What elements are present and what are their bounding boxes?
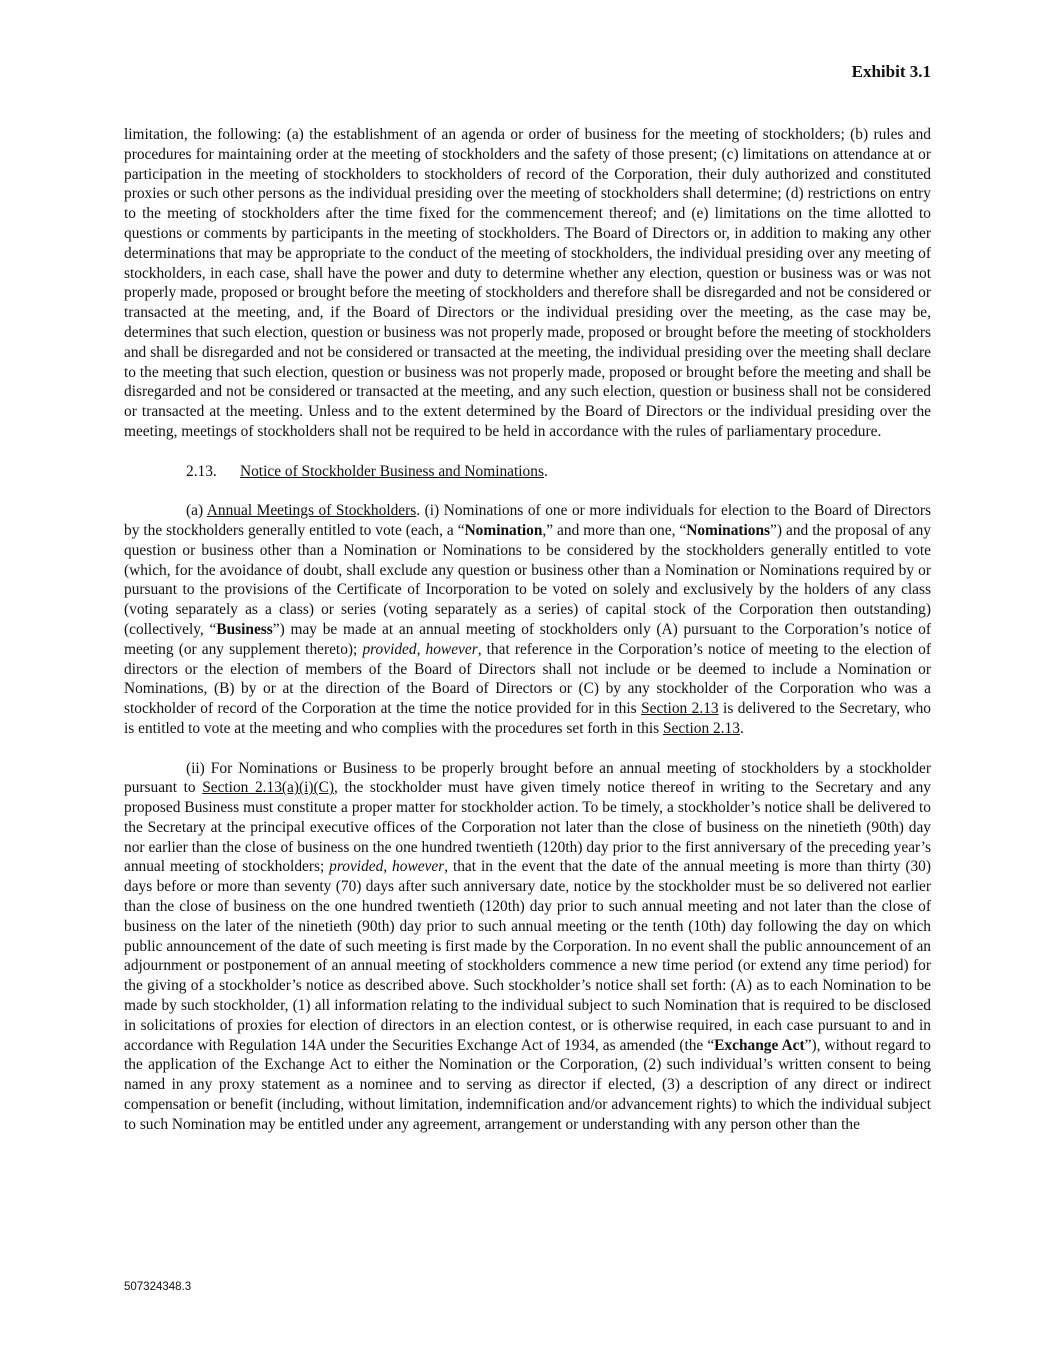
text-run: ,” and more than one, “ [542,521,687,539]
section-reference: Section 2.13(a)(i)(C) [202,779,335,797]
section-reference: Section 2.13 [662,719,740,737]
defined-term-business: Business [216,620,273,638]
section-title: Notice of Stockholder Business and Nominations [240,462,544,480]
defined-term-nominations: Nominations [686,521,771,539]
text-run: . [739,719,744,737]
text-run: , the stockholder must have given timely notice thereof in writing to the Secretary and any proposed Business must constitute a proper matter for stockholder action. To be timely, a stockholder’s notice shall be delivered to the Secretary at the principal executive offices of the Corporation not later than the close of business on the ninetieth (90th) day nor earlier than the close of business on the one hundred twentieth (120th) day prior to the first anniversary of the preceding year’s annual meeting of stockholders; [124,779,931,876]
defined-term-exchange-act: Exchange Act [714,1036,805,1054]
text-run: , that reference in the Corporation’s notice of meeting to the election of directors or the election of members of the Board of Directors shall not include or be deemed to include a Nomination or Nominations, (B) by or at the direction of the Board of Directors or (C) by any stockholder of the Corporation who was a stockholder of record of the Corporation at the time the notice provided for in this [124,640,931,718]
footer-document-id: 507324348.3 [124,1281,192,1293]
paragraph-conduct-of-meeting: limitation, the following: (a) the establishment of an agenda or order of business for the meeting of stockholders; (b) rules and procedures for maintaining order at the meeting of stockholders and the safety of those present; (c) limitations on attendance at or participation in the meeting of stockholders to stockholders of record of the Corporation, their duly authorized and constituted proxies or such other persons as the individual presiding over the meeting of stockholders shall determine; (d) restrictions on entry to the meeting of stockholders after the time fixed for the commencement thereof; and (e) limitations on the time allotted to questions or comments by participants in the meeting of stockholders. The Board of Directors or, in addition to making any other determinations that may be appropriate to the conduct of the meeting of stockholders, the individual presiding over any meeting of stockholders, in each case, shall have the power and duty to determine whether any election, question or business was or was not properly made, proposed or brought before the meeting of stockholders and therefore shall be disregarded and not be considered or transacted at the meeting, and, if the Board of Directors or the individual presiding over the meeting, as the case may be, determines that such election, question or business was not properly made, proposed or brought before the meeting of stockholders and shall be disregarded and not be considered or transacted at the meeting, the individual presiding over the meeting shall declare to the meeting that such election, question or business was not properly made, proposed or brought before the meeting and shall be disregarded and not be considered or transacted at the meeting, and any such election, question or business shall not be considered or transacted at the meeting. Unless and to the extent determined by the Board of Directors or the individual presiding over the meeting, meetings of stockholders shall not be required to be held in accordance with the rules of parliamentary procedure. [124,126,931,440]
paragraph-timely-notice [124,759,931,1135]
text-run: (a) [186,502,207,520]
proviso-italic: provided, however [329,858,445,876]
document-body [124,125,931,1154]
proviso-italic: provided, however [362,640,478,658]
exhibit-label: Exhibit 3.1 [851,62,931,81]
section-title-period: . [543,462,548,480]
text-run: , that in the event that the date of the annual meeting is more than thirty (30) days before or more than seventy (70) days after such anniversary date, notice by the stockholder must be so delivered not earlier than the close of business on the one hundred twentieth (120th) day prior to such annual meeting and not later than the close of business on the later of the ninetieth (90th) day prior to such annual meeting or the tenth (10th) day following the day on which public announcement of the date of such meeting is first made by the Corporation. In no event shall the public announcement of an adjournment or postponement of an annual meeting of stockholders commence a new time period (or extend any time period) for the giving of a stockholder’s notice as described above. Such stockholder’s notice shall set forth: (A) as to each Nomination to be made by such stockholder, (1) all information relating to the individual subject to such Nomination that is required to be disclosed in solicitations of proxies for election of directors in an election contest, or is otherwise required, in each case pursuant to and in accordance with Regulation 14A under the Securities Exchange Act of 1934, as amended (the “ [124,858,931,1054]
text-run: ”) may be made at an annual meeting of stockholders only (A) pursuant to the Corporation’s notice of meeting (or any supplement thereto); [124,620,931,658]
text-run: is delivered to the Secretary, who is entitled to vote at the meeting and who complies with the procedures set forth in this [124,700,931,737]
text-run: ”) and the proposal of any question or business other than a Nomination or Nominations to be considered by the stockholders generally entitled to vote (which, for the avoidance of doubt, shall exclude any question or business other than a Nomination or Nominations required by or pursuant to the provisions of the Certificate of Incorporation to be voted on solely and exclusively by the holders of any class (voting separately as a class) or series (voting separately as a series) of capital stock of the Corporation then outstanding) (collectively, “ [124,521,931,638]
defined-term-nomination: Nomination [464,521,543,539]
section-number: 2.13. [186,462,217,480]
section-heading [124,462,931,482]
paragraph-annual-meetings [124,501,931,739]
text-run: (ii) For Nominations or Business to be properly brought before an annual meeting of stockholders by a stockholder pursuant to [124,759,931,797]
section-reference: Section 2.13 [641,700,719,718]
subheading-annual-meetings: Annual Meetings of Stockholders [206,502,417,520]
text-run: ”), without regard to the application of the Exchange Act to either the Nomination or the Corporation, (2) such individual’s written consent to being named in any proxy statement as a nominee and to serving as director if elected, (3) a description of any direct or indirect compensation or benefit (including, without limitation, indemnification and/or advancement rights) to which the individual subject to such Nomination may be entitled under any agreement, arrangement or understanding with any person other than the [124,1036,931,1133]
text-run: . (i) Nominations of one or more individuals for election to the Board of Directors by the stockholders generally entitled to vote (each, a “ [124,502,931,539]
